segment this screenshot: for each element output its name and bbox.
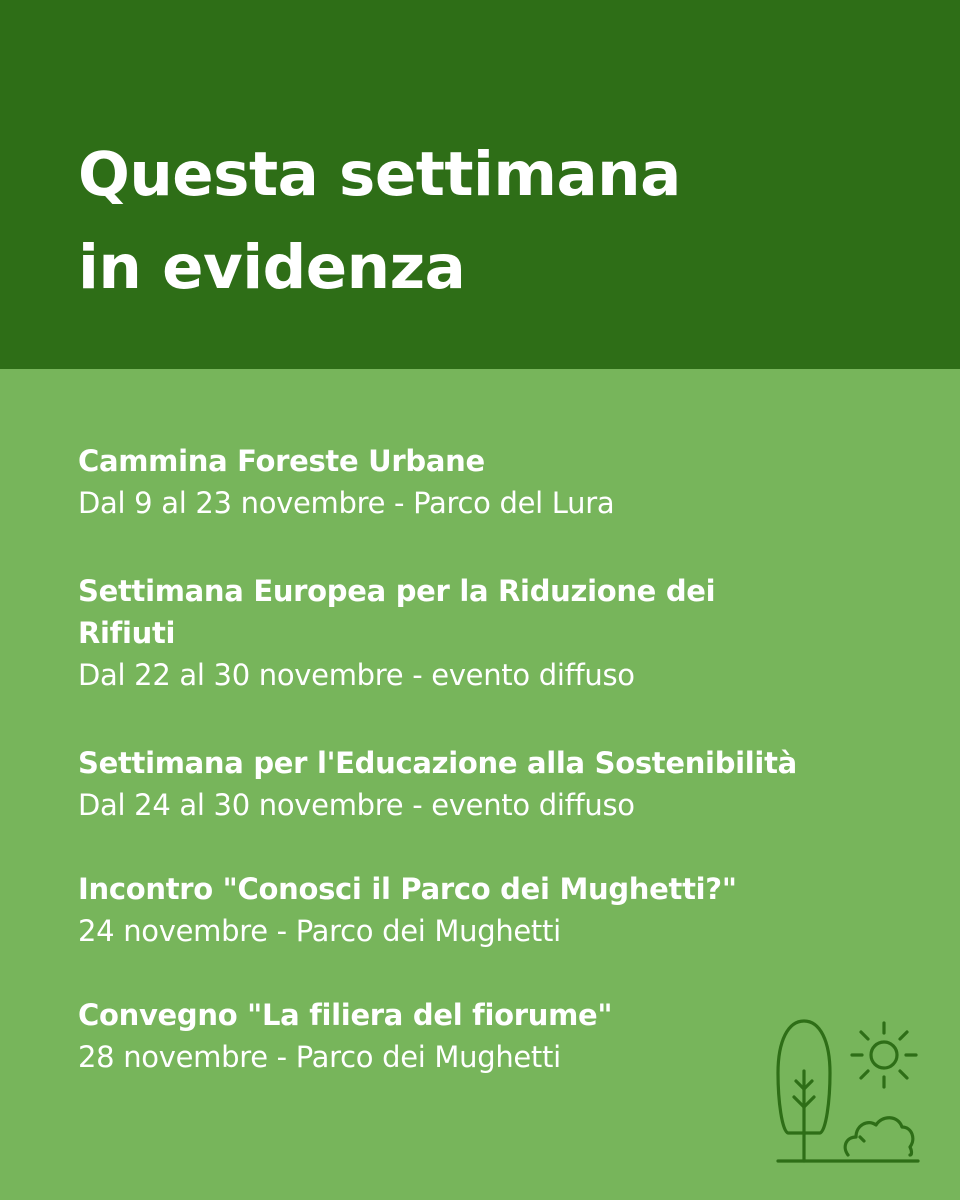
- event-item-cammina-foreste-urbane: [78, 440, 918, 524]
- event-title: Settimana per l'Educazione alla Sostenibilità: [78, 746, 797, 780]
- tree-sun-bush-icon: [770, 1015, 922, 1165]
- event-detail: 24 novembre - Parco dei Mughetti: [78, 914, 561, 948]
- event-title: Convegno "La filiera del fiorume": [78, 998, 613, 1032]
- event-title: Settimana Europea per la Riduzione dei Rifiuti: [78, 574, 716, 650]
- event-item-settimana-educazione-sostenibilita: [78, 742, 918, 826]
- event-title: Cammina Foreste Urbane: [78, 444, 485, 478]
- event-item-settimana-riduzione-rifiuti: [78, 570, 918, 696]
- header-banner: [0, 0, 960, 369]
- event-item-incontro-parco-mughetti: [78, 868, 918, 952]
- event-detail: Dal 9 al 23 novembre - Parco del Lura: [78, 486, 615, 520]
- event-detail: 28 novembre - Parco dei Mughetti: [78, 1040, 561, 1074]
- event-title: Incontro "Conosci il Parco dei Mughetti?": [78, 872, 737, 906]
- page-title-line-2: in evidenza: [78, 232, 466, 303]
- page-title: [78, 128, 681, 314]
- event-detail: Dal 24 al 30 novembre - evento diffuso: [78, 788, 635, 822]
- event-detail: Dal 22 al 30 novembre - evento diffuso: [78, 658, 635, 692]
- page-title-line-1: Questa settimana: [78, 139, 681, 210]
